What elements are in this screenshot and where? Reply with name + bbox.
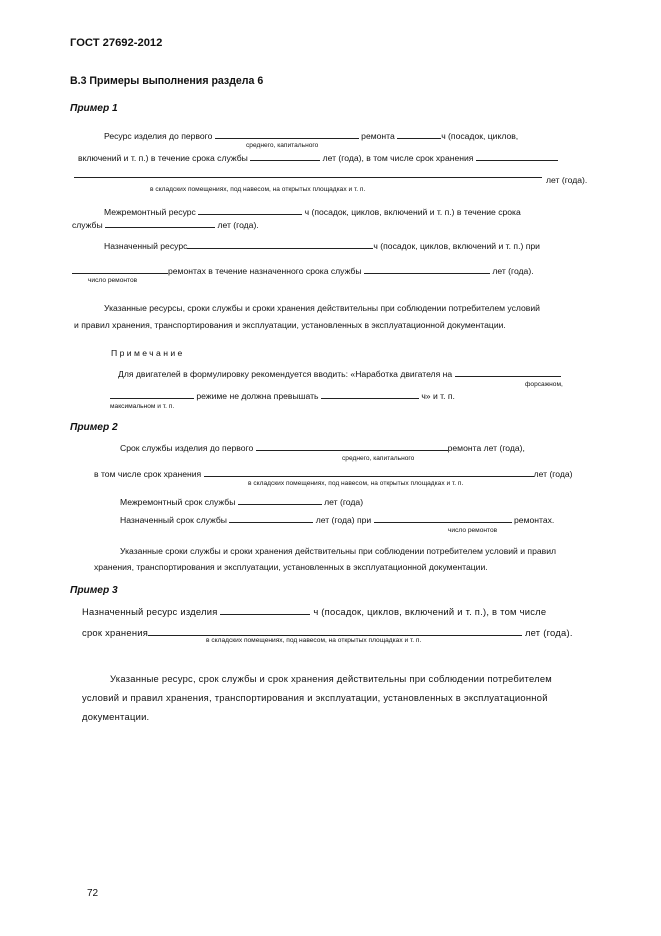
document-header: ГОСТ 27692-2012 [70,37,163,49]
ex2-sub-1: среднего, капитального [342,455,415,462]
example-3-heading: Пример 3 [70,585,118,596]
ex2-sub-2: в складских помещениях, под навесом, на открытых площадках и т. п. [248,480,464,487]
section-title: В.3 Примеры выполнения раздела 6 [70,75,264,87]
ex3-line-2: срок хранения лет (года). [82,627,573,638]
ex1-sub-2: в складских помещениях, под навесом, на открытых площадках и т. п. [150,186,366,193]
ex1-line-7: ремонтах в течение назначенного срока службы лет (года). [72,266,534,276]
ex1-para-2: и правил хранения, транспортирования и эксплуатации, установленных в эксплуатационной документации. [74,320,506,330]
example-2-heading: Пример 2 [70,422,118,433]
ex2-sub-3: число ремонтов [448,527,498,534]
ex1-sub-1: среднего, капитального [246,142,319,149]
ex3-para-2: условий и правил хранения, транспортирования и эксплуатации, установленных в эксплуатационной [82,692,548,703]
page-number: 72 [87,888,99,899]
ex1-line-1: Ресурс изделия до первого ремонта ч (посадок, циклов, [104,131,519,141]
ex1-line-2: включений и т. п.) в течение срока службы лет (года), в том числе срок хранения [78,153,558,163]
ex2-line-1: Срок службы изделия до первого ремонта лет (года), [120,443,525,453]
ex1-sub-3: число ремонтов [88,277,138,284]
note-sub-1: форсажном, [525,381,563,388]
ex1-line-3: лет (года). [546,175,588,185]
note-line-2: режиме не должна превышать ч» и т. п. [110,391,455,401]
ex1-blank-line [74,177,542,178]
ex2-line-2: в том числе срок хранения лет (года) [94,469,573,479]
ex2-para-1: Указанные сроки службы и сроки хранения действительны при соблюдении потребителем условий и правил [120,546,557,556]
ex2-para-2: хранения, транспортирования и эксплуатации, установленных в эксплуатационной документации. [94,562,488,572]
note-sub-2: максимальном и т. п. [110,403,175,410]
note-line-1: Для двигателей в формулировку рекомендуется вводить: «Наработка двигателя на [118,369,561,379]
ex2-line-3: Межремонтный срок службы лет (года) [120,497,364,507]
example-1-heading: Пример 1 [70,103,118,114]
ex1-line-6: Назначенный ресурс ч (посадок, циклов, включений и т. п.) при [104,241,540,251]
note-label: Примечание [111,348,185,358]
ex1-para-1: Указанные ресурсы, сроки службы и сроки хранения действительны при соблюдении потребителем условий [104,303,540,313]
ex2-line-4: Назначенный срок службы лет (года) при ремонтах. [120,515,555,525]
ex3-para-1: Указанные ресурс, срок службы и срок хранения действительны при соблюдении потребителем [110,673,552,684]
ex3-para-3: документации. [82,711,150,722]
ex1-line-4: Межремонтный ресурс ч (посадок, циклов, включений и т. п.) в течение срока [104,207,521,217]
ex3-sub-1: в складских помещениях, под навесом, на открытых площадках и т. п. [206,637,422,644]
ex3-line-1: Назначенный ресурс изделия ч (посадок, циклов, включений и т. п.), в том числе [82,606,547,617]
ex1-line-5: службы лет (года). [72,220,259,230]
